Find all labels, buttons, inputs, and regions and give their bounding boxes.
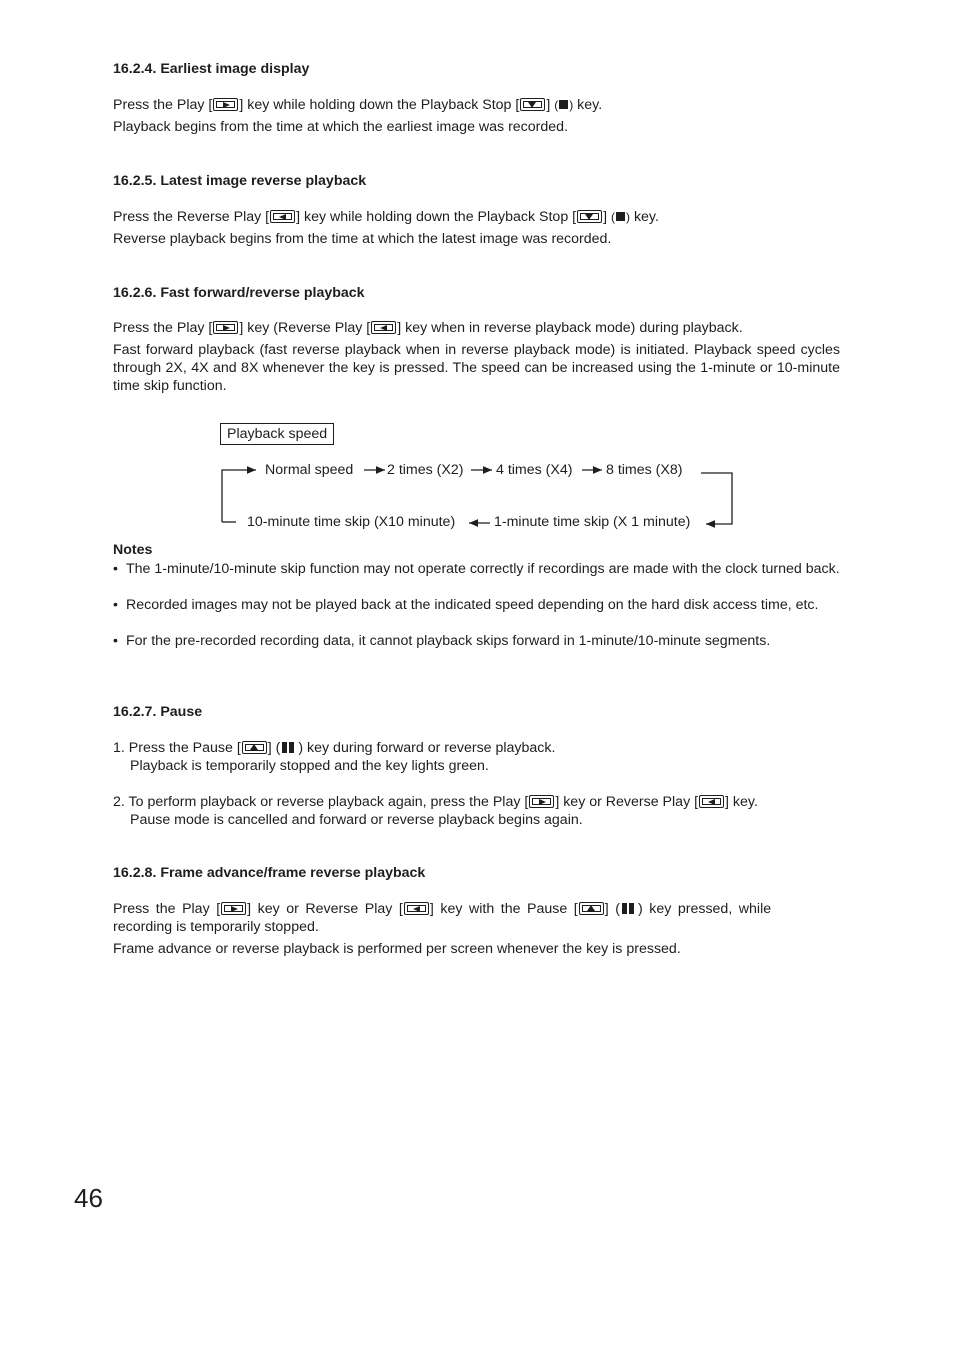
s5-line-2: Reverse playback begins from the time at which the latest image was recorded. bbox=[113, 231, 612, 247]
speed-x8: 8 times (X8) bbox=[606, 462, 683, 478]
reverse-play-key-icon bbox=[404, 902, 429, 915]
text: ] key or Reverse Play [ bbox=[247, 901, 403, 917]
text: ] ( bbox=[604, 901, 620, 917]
text: ] bbox=[546, 97, 555, 113]
s4-line-1: Press the Play [ ] key while holding down the Playback Stop [ ] ( ) key. bbox=[113, 97, 603, 113]
text: 2. To perform playback or reverse playback again, press the Play [ bbox=[113, 794, 529, 810]
text: ) key during forward or reverse playback. bbox=[298, 740, 556, 756]
notes-title: Notes bbox=[113, 542, 153, 558]
pause-bars-icon bbox=[622, 901, 636, 919]
play-key-icon bbox=[529, 795, 554, 808]
section-heading-16-2-4: 16.2.4. Earliest image display bbox=[113, 61, 310, 77]
pause-key-icon bbox=[579, 902, 604, 915]
text: ] key. bbox=[725, 794, 758, 810]
skip-1-minute: 1-minute time skip (X 1 minute) bbox=[494, 514, 691, 530]
text: Press the Play [ bbox=[113, 320, 213, 336]
text: ) key pressed, while bbox=[637, 901, 772, 917]
pause-key-icon bbox=[242, 741, 267, 754]
text: 1. Press the Pause [ bbox=[113, 740, 241, 756]
text: ] key (Reverse Play [ bbox=[239, 320, 371, 336]
bullet: • bbox=[113, 597, 118, 613]
section-heading-16-2-6: 16.2.6. Fast forward/reverse playback bbox=[113, 285, 365, 301]
play-key-icon bbox=[221, 902, 246, 915]
pause-bars-icon bbox=[282, 740, 296, 758]
text: Press the Play [ bbox=[113, 97, 213, 113]
text: ] ( bbox=[267, 740, 281, 756]
s7-item-1-detail: Playback is temporarily stopped and the key lights green. bbox=[130, 758, 489, 774]
speed-normal: Normal speed bbox=[265, 462, 354, 478]
s6-paragraph: Fast forward playback (fast reverse playback when in reverse playback mode) is initiated. Playback speed cycles through 2X, 4X and 8X whenever the key is pressed. The speed can be increased using the 1-minute or 10-minute time skip function. bbox=[113, 342, 840, 394]
text: ] key with the Pause [ bbox=[429, 901, 578, 917]
text: ] bbox=[603, 209, 611, 225]
note-text: Recorded images may not be played back at the indicated speed depending on the hard disk access time, etc. bbox=[126, 597, 819, 613]
note-text: The 1-minute/10-minute skip function may not operate correctly if recordings are made with the clock turned back. bbox=[126, 561, 840, 577]
playback-speed-diagram bbox=[0, 0, 954, 560]
s4-line-2: Playback begins from the time at which the earliest image was recorded. bbox=[113, 119, 569, 135]
s7-item-2-detail: Pause mode is cancelled and forward or reverse playback begins again. bbox=[130, 812, 583, 828]
reverse-play-key-icon bbox=[699, 795, 724, 808]
skip-10-minute: 10-minute time skip (X10 minute) bbox=[247, 514, 456, 530]
text: key. bbox=[630, 209, 659, 225]
s8-line-1 bbox=[113, 900, 840, 919]
bullet: • bbox=[113, 633, 118, 649]
text: Press the Reverse Play [ bbox=[113, 209, 270, 225]
s8-line-2: recording is temporarily stopped. bbox=[113, 919, 319, 935]
note-text: For the pre-recorded recording data, it cannot playback skips forward in 1-minute/10-minute segments. bbox=[126, 633, 771, 649]
playback-speed-box: Playback speed bbox=[220, 423, 334, 445]
s7-item-2 bbox=[113, 793, 840, 811]
s5-line-1: Press the Reverse Play [ ] key while holding down the Playback Stop [ ] ( ) key. bbox=[113, 209, 659, 225]
text: ] key when in reverse playback mode) during playback. bbox=[397, 320, 743, 336]
text: ] key while holding down the Playback Stop [ bbox=[239, 97, 520, 113]
s8-line-3: Frame advance or reverse playback is performed per screen whenever the key is pressed. bbox=[113, 941, 681, 957]
s7-item-1 bbox=[113, 739, 840, 758]
text: ] key while holding down the Playback Stop [ bbox=[296, 209, 577, 225]
text: Press the Play [ bbox=[113, 901, 221, 917]
section-heading-16-2-8: 16.2.8. Frame advance/frame reverse playback bbox=[113, 865, 426, 881]
section-heading-16-2-5: 16.2.5. Latest image reverse playback bbox=[113, 173, 367, 189]
text: key. bbox=[573, 97, 603, 113]
bullet: • bbox=[113, 561, 118, 577]
text: ] key or Reverse Play [ bbox=[555, 794, 699, 810]
speed-x4: 4 times (X4) bbox=[496, 462, 573, 478]
page-number: 46 bbox=[74, 1183, 103, 1213]
speed-x2: 2 times (X2) bbox=[387, 462, 464, 478]
section-heading-16-2-7: 16.2.7. Pause bbox=[113, 704, 203, 720]
